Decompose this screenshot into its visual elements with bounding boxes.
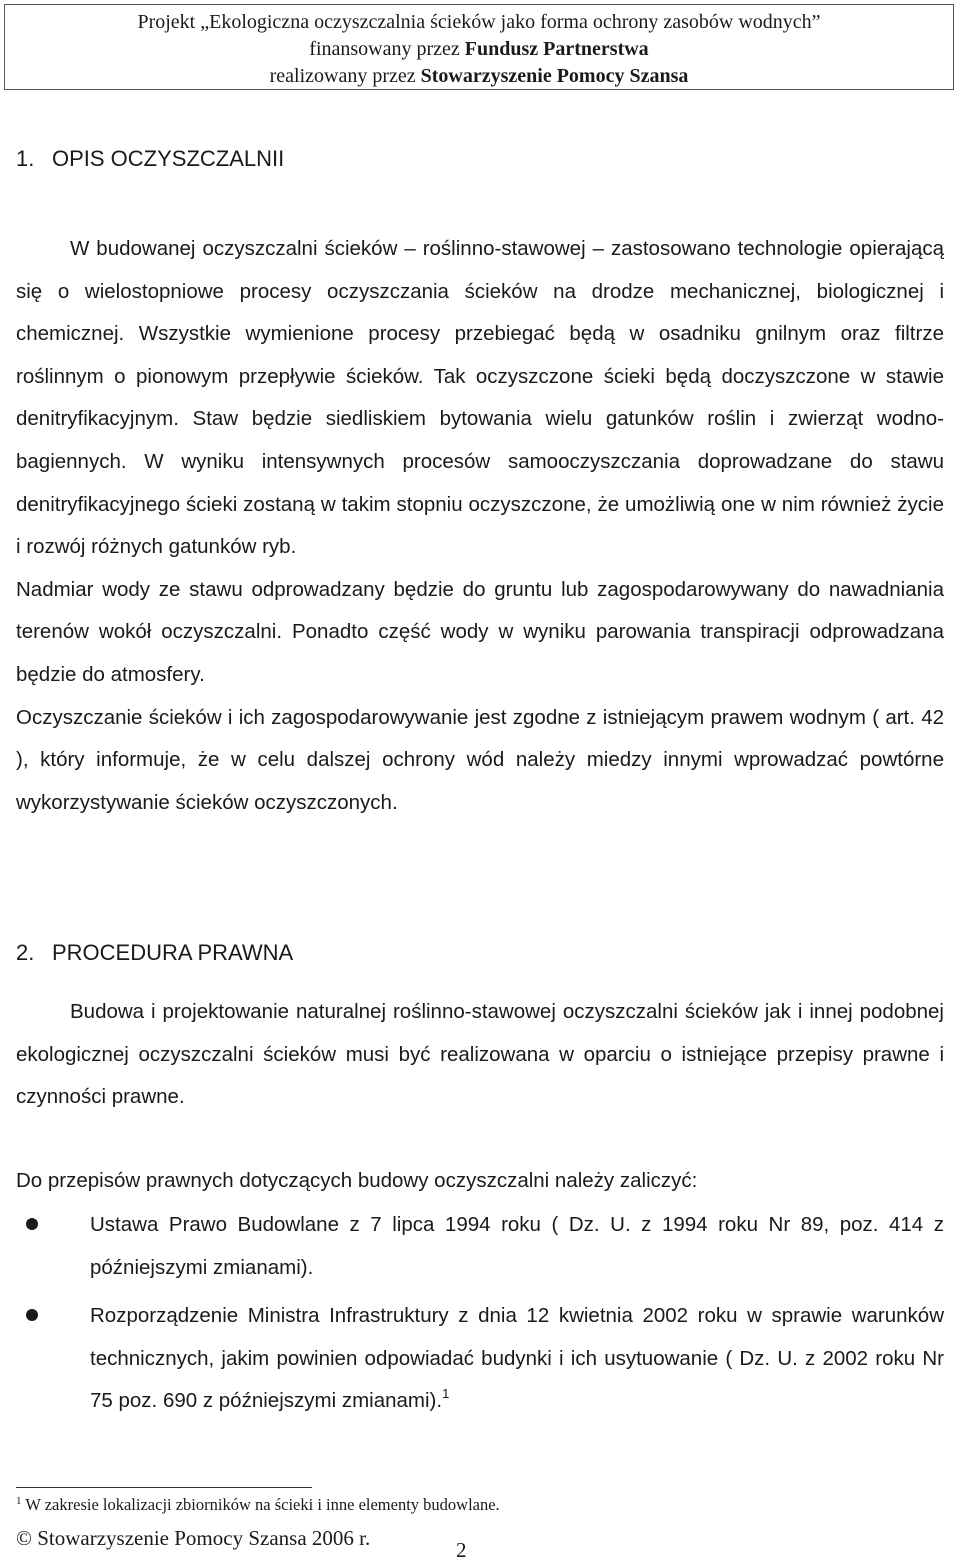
header-funder: Fundusz Partnerstwa [464, 38, 649, 60]
header-organization: Stowarzyszenie Pomocy Szansa [420, 65, 689, 87]
regulations-list [16, 1204, 944, 1423]
footnote-marker: 1 [16, 1495, 22, 1507]
footnote-text: W zakresie lokalizacji zbiorników na ścieki i inne elementy budowlane. [25, 1495, 500, 1514]
page-number: 2 [456, 1538, 467, 1562]
header-funding-prefix: finansowany przez [309, 38, 465, 60]
header-project-title: Projekt „Ekologiczna oczyszczalnia ścieków jako forma ochrony zasobów wodnych” [137, 11, 821, 33]
list-item [16, 1204, 944, 1289]
section1-body [16, 228, 944, 824]
section1-title: OPIS OCZYSZCZALNII [52, 146, 285, 171]
list-item [16, 1295, 944, 1423]
section2-heading [16, 940, 293, 966]
header-implementer-prefix: realizowany przez [269, 65, 421, 87]
section2-title: PROCEDURA PRAWNA [52, 940, 294, 965]
section1-paragraph-2: Nadmiar wody ze stawu odprowadzany będzie do gruntu lub zagospodarowywany do nawadniania terenów wokół oczyszczalni. Ponadto część wody w wyniku parowania transpiracji odprowadzana będzie do atmosfery. [16, 577, 944, 686]
section2-intro: Do przepisów prawnych dotyczących budowy oczyszczalni należy zaliczyć: [16, 1169, 698, 1192]
section1-number: 1. [16, 146, 35, 171]
header-funding [5, 36, 953, 63]
section1-paragraph-1: W budowanej oczyszczalni ścieków – roślinno-stawowej – zastosowano technologie opierającą się o wielostopniowe procesy oczyszczania ścieków na drodze mechanicznej, biologicznej i chemicznej. Wszystkie wymienione procesy przebiegać będą w osadniku gnilnym oraz filtrze roślinnym o pionowym przepływie ścieków. Tak oczyszczone ścieki będą doczyszczone w stawie denitryfikacyjnym. Staw będzie siedliskiem bytowania wielu gatunków roślin i zwierząt wodno-bagiennych. W wyniku intensywnych procesów samooczyszczania doprowadzane do stawu denitryfikacyjnego ścieki zostaną w takim stopniu oczyszczone, że umożliwią one w nim również życie i rozwój różnych gatunków ryb. [16, 237, 944, 559]
section2-paragraph: Budowa i projektowanie naturalnej roślinno-stawowej oczyszczalni ścieków jak i innej podobnej ekologicznej oczyszczalni ścieków musi być realizowana w oparciu o istniejące przepisy prawne i czynności prawne. [16, 1000, 944, 1109]
footnote-reference[interactable]: 1 [442, 1386, 450, 1402]
section2-body [16, 991, 944, 1119]
regulation-2: Rozporządzenie Ministra Infrastruktury z dnia 12 kwietnia 2002 roku w sprawie warunków technicznych, jakim powinien odpowiadać budynki i ich usytuowanie ( Dz. U. z 2002 roku Nr 75 poz. 690 z późniejszymi zmianami). [90, 1304, 944, 1413]
bullet-icon [26, 1218, 38, 1230]
footnote [16, 1495, 936, 1515]
regulation-1: Ustawa Prawo Budowlane z 7 lipca 1994 roku ( Dz. U. z 1994 roku Nr 89, poz. 414 z późniejszymi zmianami). [90, 1213, 944, 1279]
header-implementer [5, 63, 953, 90]
section1-heading [16, 146, 284, 172]
document-header [4, 4, 954, 90]
section2-number: 2. [16, 940, 35, 965]
section2-intro-block [16, 1160, 944, 1203]
footer-copyright: © Stowarzyszenie Pomocy Szansa 2006 r. [16, 1526, 371, 1550]
section1-paragraph-3: Oczyszczanie ścieków i ich zagospodarowywanie jest zgodne z istniejącym prawem wodnym ( art. 42 ), który informuje, że w celu dalszej ochrony wód należy miedzy innymi wprowadzać powtórne wykorzystywanie ścieków oczyszczonych. [16, 705, 944, 814]
footnote-divider [16, 1487, 312, 1488]
bullet-icon [26, 1309, 38, 1321]
